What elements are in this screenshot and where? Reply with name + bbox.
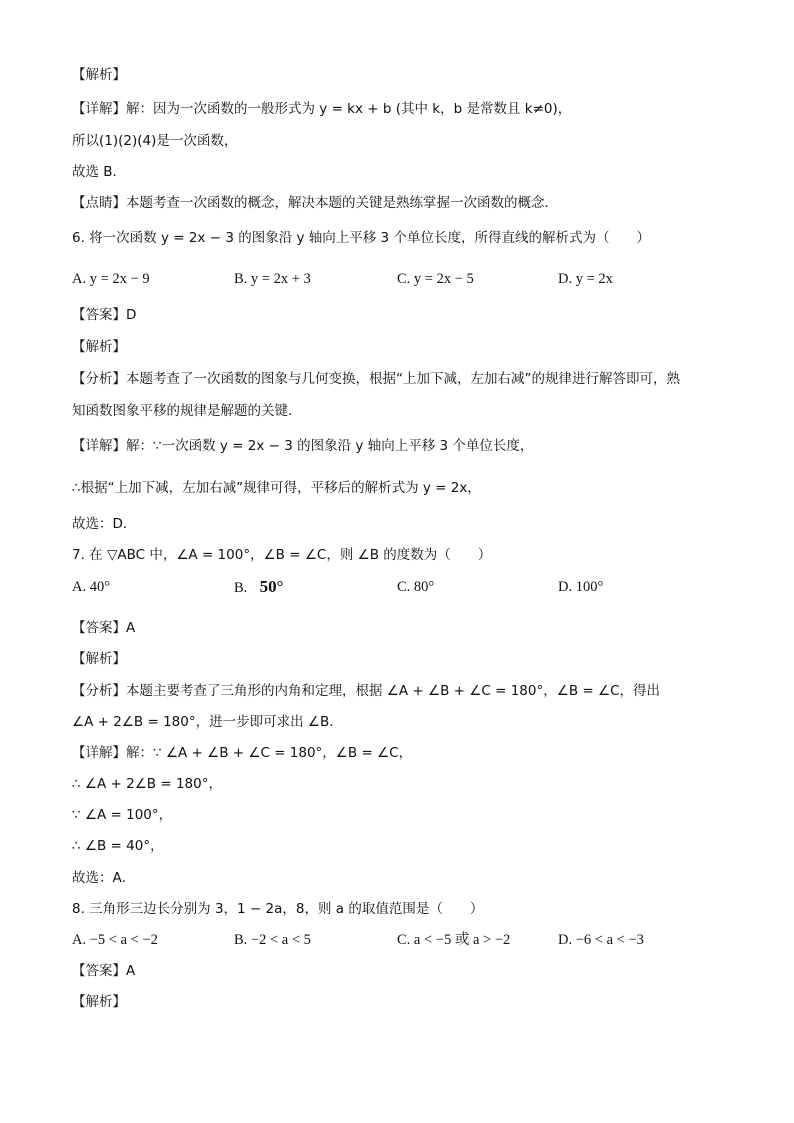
q8-option-c: C. a < −5 或 a > −2 bbox=[397, 932, 511, 948]
q6-choose-line: 故选：D． bbox=[72, 516, 137, 532]
q8-analysis-label: 【解析】 bbox=[72, 994, 126, 1010]
q6-detail-line: 【详解】解：∵一次函数 y = 2x − 3 的图象沿 y 轴向上平移 3 个单位长度， bbox=[72, 438, 534, 454]
comment-line: 【点睛】本题考查一次函数的概念，解决本题的关键是熟练掌握一次函数的概念． bbox=[72, 195, 558, 211]
q6-option-d: D. y = 2x bbox=[558, 271, 613, 287]
question-8-stem: 8. 三角形三边长分别为 3，1 − 2a，8，则 a 的取值范围是（ ） bbox=[72, 901, 484, 917]
q6-fenxi-line-1: 【分析】本题考查了一次函数的图象与几何变换，根据“上加下减，左加右减”的规律进行解答即可，熟 bbox=[72, 371, 680, 387]
q8-option-d: D. −6 < a < −3 bbox=[558, 932, 644, 948]
q7-option-b-value: 50° bbox=[259, 577, 284, 596]
q7-option-d: D. 100° bbox=[558, 579, 604, 595]
question-7-stem: 7. 在 ▽ABC 中，∠A = 100°，∠B = ∠C，则 ∠B 的度数为（ ） bbox=[72, 547, 492, 563]
q7-fenxi-line-1: 【分析】本题主要考查了三角形的内角和定理，根据 ∠A + ∠B + ∠C = 180°，∠B = ∠C，得出 bbox=[72, 683, 661, 699]
q6-answer: 【答案】D bbox=[72, 307, 137, 323]
question-6-stem: 6. 将一次函数 y = 2x − 3 的图象沿 y 轴向上平移 3 个单位长度，所得直线的解析式为（ ） bbox=[72, 230, 650, 246]
q7-fenxi-line-2: ∠A + 2∠B = 180°，进一步即可求出 ∠B． bbox=[72, 714, 343, 730]
detail-line: 【详解】解：因为一次函数的一般形式为 y = kx + b (其中 k，b 是常数且 k≠0)， bbox=[72, 101, 572, 117]
q7-choose-line: 故选：A． bbox=[72, 870, 136, 886]
q7-option-b-label: B. bbox=[234, 580, 248, 596]
q8-option-b: B. −2 < a < 5 bbox=[234, 932, 311, 948]
conclusion-line: 所以(1)(2)(4)是一次函数， bbox=[72, 133, 238, 149]
q6-fenxi-line-2: 知函数图象平移的规律是解题的关键． bbox=[72, 403, 302, 419]
q7-option-c: C. 80° bbox=[397, 579, 435, 595]
q6-analysis-label: 【解析】 bbox=[72, 339, 126, 355]
q8-answer: 【答案】A bbox=[72, 963, 136, 979]
q6-option-a: A. y = 2x − 9 bbox=[72, 271, 150, 287]
q7-step-2: ∵ ∠A = 100°， bbox=[72, 807, 173, 823]
q7-analysis-label: 【解析】 bbox=[72, 651, 126, 667]
q7-step-1: ∴ ∠A + 2∠B = 180°， bbox=[72, 776, 222, 792]
q7-step-3: ∴ ∠B = 40°， bbox=[72, 838, 164, 854]
q7-option-a: A. 40° bbox=[72, 579, 111, 595]
q7-answer: 【答案】A bbox=[72, 620, 136, 636]
q7-option-b bbox=[234, 578, 283, 597]
analysis-label: 【解析】 bbox=[72, 67, 126, 83]
q8-option-a: A. −5 < a < −2 bbox=[72, 932, 158, 948]
choice-line: 故选 B． bbox=[72, 164, 127, 180]
q6-option-c: C. y = 2x − 5 bbox=[397, 271, 474, 287]
q6-option-b: B. y = 2x + 3 bbox=[234, 271, 311, 287]
q7-detail-line: 【详解】解：∵ ∠A + ∠B + ∠C = 180°，∠B = ∠C， bbox=[72, 745, 413, 761]
q6-therefore-line: ∴根据“上加下减，左加右减”规律可得，平移后的解析式为 y = 2x， bbox=[72, 480, 481, 496]
